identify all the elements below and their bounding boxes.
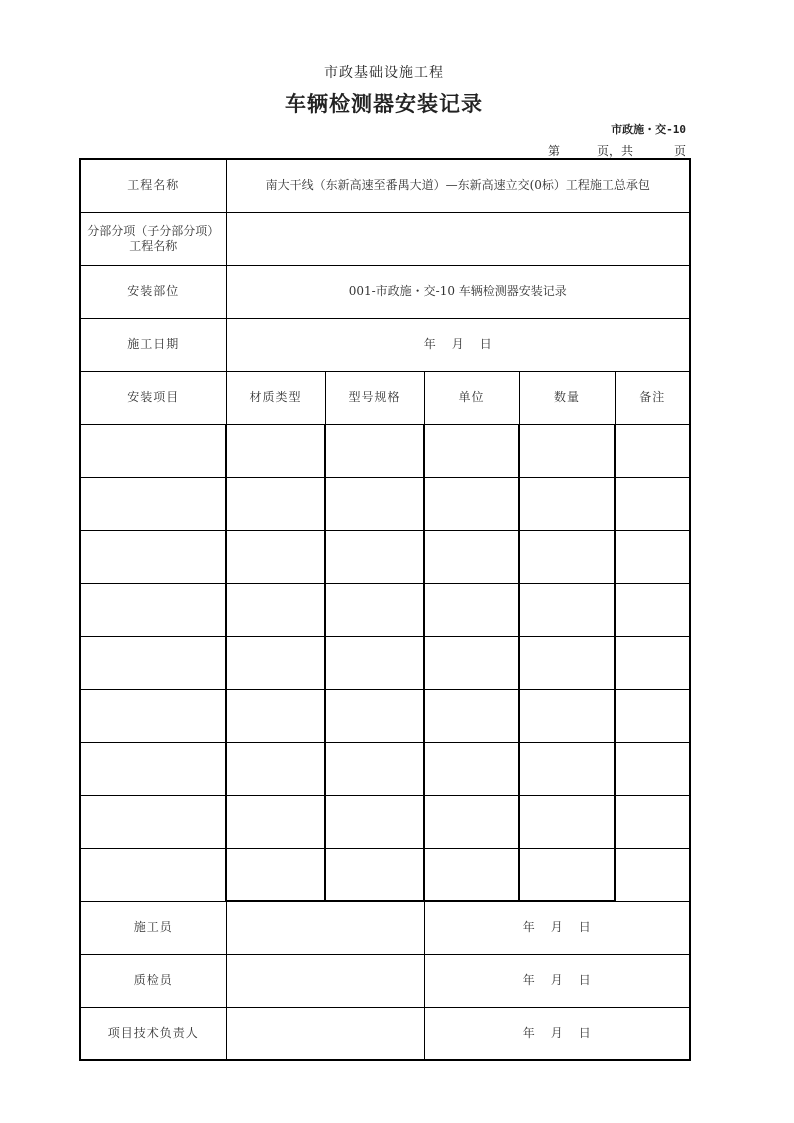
item-cell[interactable] <box>226 689 325 742</box>
date-year: 年 <box>423 337 436 351</box>
subproject-label: 分部分项（子分部分项）工程名称 <box>80 212 226 265</box>
install-location-label: 安装部位 <box>80 265 226 318</box>
subproject-value[interactable] <box>226 212 690 265</box>
item-cell[interactable] <box>226 742 325 795</box>
project-name-value[interactable]: 南大干线（东新高速至番禺大道）—东新高速立交(0标）工程施工总承包 <box>226 159 690 212</box>
item-cell[interactable] <box>424 742 519 795</box>
signature-date-field[interactable] <box>424 954 690 1007</box>
item-row <box>80 530 690 583</box>
item-row <box>80 636 690 689</box>
page-prefix: 第 <box>548 144 561 158</box>
item-cell[interactable] <box>424 583 519 636</box>
item-cell[interactable] <box>226 477 325 530</box>
item-cell[interactable] <box>226 795 325 848</box>
item-cell[interactable] <box>424 848 519 901</box>
item-cell[interactable] <box>226 636 325 689</box>
signature-date-field[interactable] <box>424 901 690 954</box>
item-cell[interactable] <box>615 477 690 530</box>
item-cell[interactable] <box>424 795 519 848</box>
items-header-row <box>80 371 690 424</box>
signature-date-day: 日 <box>578 1025 591 1040</box>
item-cell[interactable] <box>519 636 615 689</box>
subproject-row <box>80 212 690 265</box>
signature-date-day: 日 <box>578 973 591 987</box>
item-cell[interactable] <box>80 636 226 689</box>
signature-row <box>80 954 690 1007</box>
item-cell[interactable] <box>519 530 615 583</box>
item-col-quantity: 数量 <box>519 371 615 424</box>
signature-date-month: 月 <box>550 1025 563 1040</box>
construction-date-label: 施工日期 <box>80 318 226 371</box>
item-cell[interactable] <box>325 795 424 848</box>
item-row <box>80 742 690 795</box>
item-cell[interactable] <box>80 477 226 530</box>
signature-date-field[interactable] <box>424 1007 690 1060</box>
item-row <box>80 848 690 901</box>
signature-role-label: 质检员 <box>80 954 226 1007</box>
item-cell[interactable] <box>80 795 226 848</box>
item-cell[interactable] <box>615 636 690 689</box>
item-cell[interactable] <box>325 424 424 477</box>
item-cell[interactable] <box>519 795 615 848</box>
item-cell[interactable] <box>80 530 226 583</box>
item-cell[interactable] <box>226 848 325 901</box>
item-cell[interactable] <box>615 583 690 636</box>
item-cell[interactable] <box>424 424 519 477</box>
date-month: 月 <box>451 337 464 351</box>
date-day: 日 <box>479 337 492 351</box>
item-col-model: 型号规格 <box>325 371 424 424</box>
signature-role-label: 项目技术负责人 <box>80 1007 226 1060</box>
form-code: 市政施・交-10 <box>611 123 686 136</box>
document-title: 车辆检测器安装记录 <box>285 92 483 116</box>
item-cell[interactable] <box>615 795 690 848</box>
item-cell[interactable] <box>80 742 226 795</box>
item-cell[interactable] <box>519 424 615 477</box>
item-row <box>80 477 690 530</box>
item-cell[interactable] <box>80 848 226 901</box>
signature-row <box>80 1007 690 1060</box>
item-row <box>80 424 690 477</box>
signature-date-year: 年 <box>522 920 535 935</box>
signature-row <box>80 901 690 954</box>
item-cell[interactable] <box>615 848 690 901</box>
item-col-install-item: 安装项目 <box>80 371 226 424</box>
construction-date-row <box>80 318 690 371</box>
item-cell[interactable] <box>615 742 690 795</box>
item-cell[interactable] <box>325 530 424 583</box>
item-cell[interactable] <box>226 530 325 583</box>
item-cell[interactable] <box>424 636 519 689</box>
install-location-value[interactable]: 001-市政施・交-10 车辆检测器安装记录 <box>226 265 690 318</box>
item-cell[interactable] <box>80 583 226 636</box>
item-row <box>80 689 690 742</box>
signature-name-field[interactable] <box>226 954 424 1007</box>
signature-date-year: 年 <box>522 973 535 987</box>
item-cell[interactable] <box>615 530 690 583</box>
item-col-material: 材质类型 <box>226 371 325 424</box>
item-cell[interactable] <box>615 689 690 742</box>
page-mid: 页，共 <box>597 144 634 158</box>
construction-date-value[interactable] <box>226 318 690 371</box>
item-cell[interactable] <box>325 848 424 901</box>
item-cell[interactable] <box>226 583 325 636</box>
item-cell[interactable] <box>226 424 325 477</box>
item-cell[interactable] <box>325 636 424 689</box>
item-cell[interactable] <box>519 689 615 742</box>
item-cell[interactable] <box>424 477 519 530</box>
item-cell[interactable] <box>325 583 424 636</box>
install-location-row <box>80 265 690 318</box>
signature-date-month: 月 <box>550 920 563 935</box>
installation-record-table <box>79 158 691 1061</box>
document-org-heading: 市政基础设施工程 <box>324 65 444 81</box>
item-col-unit: 单位 <box>424 371 519 424</box>
signature-date-year: 年 <box>522 1025 535 1040</box>
item-cell[interactable] <box>424 689 519 742</box>
item-cell[interactable] <box>519 848 615 901</box>
signature-name-field[interactable] <box>226 1007 424 1060</box>
item-cell[interactable] <box>325 477 424 530</box>
signature-role-label: 施工员 <box>80 901 226 954</box>
item-cell[interactable] <box>80 424 226 477</box>
item-cell[interactable] <box>519 477 615 530</box>
item-row <box>80 583 690 636</box>
signature-date-day: 日 <box>578 920 591 935</box>
item-cell[interactable] <box>325 689 424 742</box>
item-row <box>80 795 690 848</box>
page-suffix: 页 <box>674 144 687 158</box>
item-cell[interactable] <box>615 424 690 477</box>
item-cell[interactable] <box>519 742 615 795</box>
project-name-label: 工程名称 <box>80 159 226 212</box>
item-col-remark: 备注 <box>615 371 690 424</box>
signature-date-month: 月 <box>550 973 563 987</box>
item-cell[interactable] <box>80 689 226 742</box>
item-cell[interactable] <box>519 583 615 636</box>
item-cell[interactable] <box>325 742 424 795</box>
project-name-row <box>80 159 690 212</box>
item-cell[interactable] <box>424 530 519 583</box>
signature-name-field[interactable] <box>226 901 424 954</box>
